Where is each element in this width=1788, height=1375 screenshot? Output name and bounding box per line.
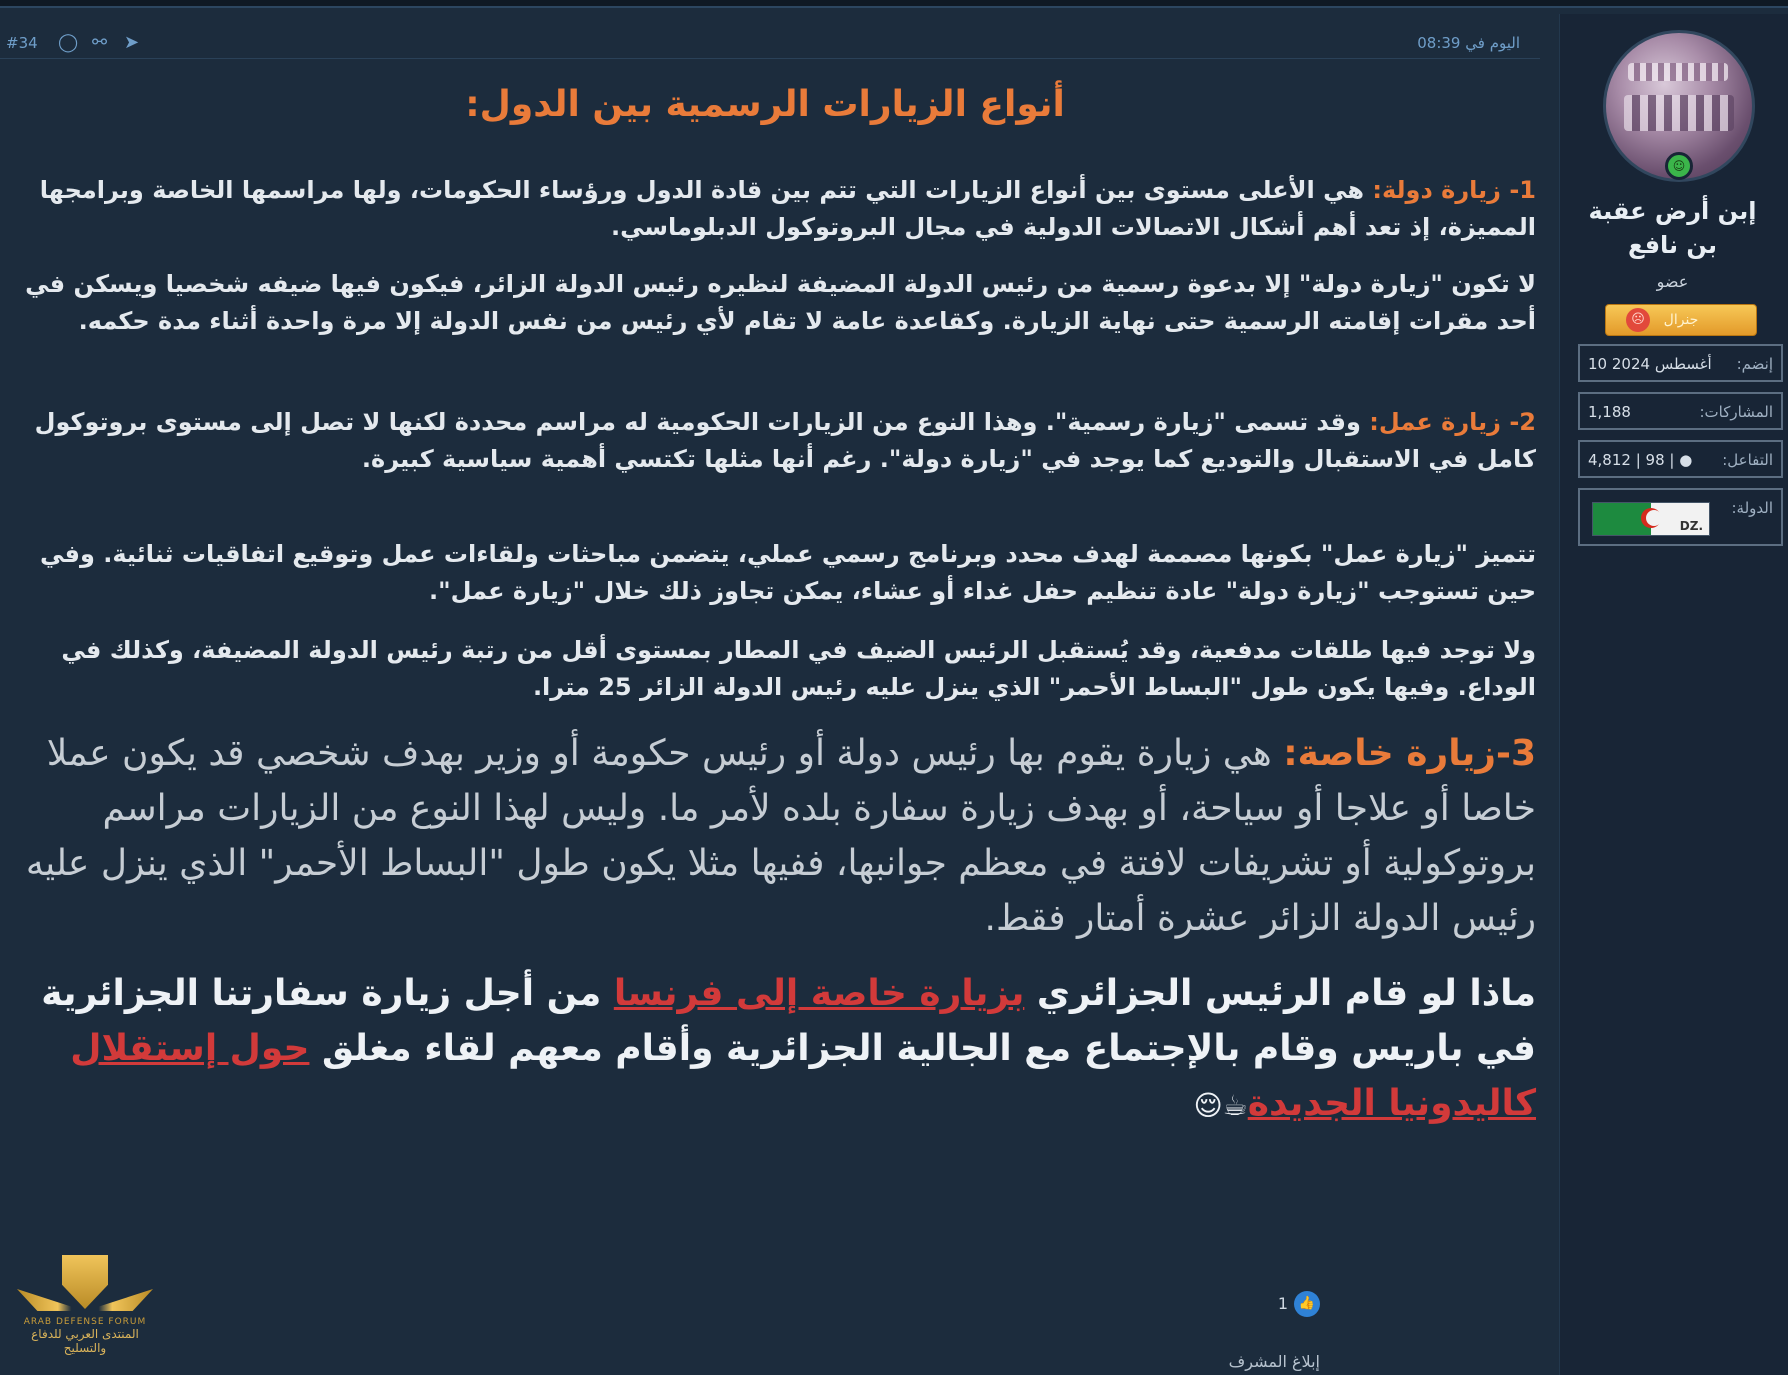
top-border [0, 0, 1788, 8]
stat-reactions [1578, 440, 1783, 478]
state-visit-label: 1- زيارة دولة: [1372, 176, 1536, 204]
watermark-en: ARAB DEFENSE FORUM [23, 1317, 147, 1327]
stat-key: التفاعل: [1722, 451, 1773, 469]
forum-watermark-logo [10, 1255, 160, 1375]
paragraph-working-visit-protocol: ولا توجد فيها طلقات مدفعية، وقد يُستقبل الرئيس الضيف في المطار بمستوى أقل من رتبة رئيس الدولة المضيفة، وكذلك في الوداع. وفيها يكون طول "البساط الأحمر" الذي ينزل عليه رئيس الدولة الزائر 25 مترا. [61, 636, 1536, 701]
paragraph-working-visit-features: تتميز "زيارة عمل" بكونها مصممة لهدف محدد وبرنامج رسمي عملي، يتضمن مباحثات ولقاءات عمل وتوقيع اتفاقيات ثنائية. وفي حين تستوجب "زيارة دولة" عادة تنظيم حفل غداء أو عشاء، يمكن تجاوز ذلك خلال "زيارة عمل". [39, 540, 1536, 605]
stat-value: 4,812 | 98 | ● [1588, 451, 1693, 469]
rank-face-icon: ☹ [1626, 308, 1650, 332]
stat-value: 10 أغسطس 2024 [1588, 355, 1712, 373]
post-number[interactable]: #34 [6, 34, 38, 52]
report-button[interactable]: إبلاغ المشرف [1228, 1352, 1320, 1371]
bookmark-icon[interactable]: ◯ [58, 32, 79, 53]
paragraph-working-visit [16, 404, 1536, 478]
paragraph-state-visit [16, 172, 1536, 246]
rank-label: جنرال [1663, 312, 1699, 328]
watermark-ar: المنتدى العربي للدفاع والتسليح [31, 1327, 139, 1355]
working-visit-label: 2- زيارة عمل: [1369, 408, 1536, 436]
send-icon[interactable]: ➤ [124, 32, 140, 53]
stat-value[interactable]: 1,188 [1588, 403, 1631, 421]
rank-badge [1605, 304, 1757, 336]
paragraph-state-visit-details: لا تكون "زيارة دولة" إلا بدعوة رسمية من رئيس الدولة المضيفة لنظيره رئيس الدولة الزائر، فيكون فيها ضيفه شخصيا ويسكن في أحد مقرات إقامته الرسمية حتى نهاية الزيارة. وكقاعدة عامة لا تقام لأي رئيس من نفس الدولة إلا مرة واحدة أثناء مدة حكمه. [25, 270, 1536, 335]
reaction-count: 1 [1277, 1294, 1288, 1313]
online-status-icon: ☺ [1665, 152, 1693, 180]
stat-key: المشاركات: [1699, 403, 1773, 421]
post-header [0, 28, 1540, 59]
post [0, 14, 1560, 1375]
flag-code: .DZ [1679, 519, 1703, 533]
username[interactable]: إبن أرض عقبة بن نافع [1588, 197, 1757, 259]
stat-key: الدولة: [1731, 499, 1773, 517]
paragraph-private-visit [16, 726, 1536, 946]
stat-posts [1578, 392, 1783, 430]
private-visit-france-link[interactable]: بزيارة خاصة إلى فرنسا [613, 973, 1025, 1014]
new-caledonia-link[interactable]: حول إستقلال كاليدونيا الجديدة [70, 1028, 1536, 1124]
user-title: عضو [1656, 272, 1689, 291]
share-icon[interactable]: ⚯ [92, 32, 108, 53]
working-visit-text: وقد تسمى "زيارة رسمية". وهذا النوع من الزيارات الحكومية له مراسم محددة لكنها لا تصل إلى مستوى بروتوكول كامل في الاستقبال والتوديع كما يوجد في "زيارة دولة". رغم أنها مثلها تكتسي أهمية سياسية كبيرة. [34, 408, 1536, 473]
post-date[interactable]: اليوم في 08:39 [1417, 34, 1520, 52]
algeria-flag-icon [1592, 502, 1710, 536]
user-sidebar [1559, 14, 1788, 1375]
question-text-1: ماذا لو قام الرئيس الجزائري [1024, 973, 1536, 1014]
question-paragraph [16, 966, 1536, 1133]
state-visit-text: هي الأعلى مستوى بين أنواع الزيارات التي تتم بين قادة الدول ورؤساء الحكومات، ولها مراسمها الخاصة وبرامجها المميزة، إذ تعد أهم أشكال الاتصالات الدولية في مجال البروتوكول الدبلوماسي. [39, 176, 1536, 241]
emoji-icons: ☕😌 [1193, 1088, 1248, 1122]
like-icon: 👍 [1294, 1291, 1320, 1317]
stat-joined [1578, 344, 1783, 382]
stat-country [1578, 488, 1783, 546]
private-visit-text: هي زيارة يقوم بها رئيس دولة أو رئيس حكومة أو وزير بهدف شخصي قد يكون عملا خاصا أو علاجا أو سياحة، أو بهدف زيارة سفارة بلده لأمر ما. وليس لهذا النوع من الزيارات مراسم بروتوكولية أو تشريفات لافتة في معظم جوانبها، ففيها مثلا يكون طول "البساط الأحمر" الذي ينزل عليه رئيس الدولة الزائر عشرة أمتار فقط. [25, 733, 1536, 939]
private-visit-label: 3-زيارة خاصة: [1283, 733, 1536, 774]
stat-key: إنضم: [1736, 355, 1773, 373]
reaction-summary[interactable] [1278, 1289, 1320, 1319]
post-title: أنواع الزيارات الرسمية بين الدول: [465, 84, 1065, 125]
question-text-2: من أجل زيارة سفارتنا الجزائرية في باريس وقام بالإجتماع مع الجالية الجزائرية وأقام معهم لقاء مغلق [41, 973, 1536, 1069]
